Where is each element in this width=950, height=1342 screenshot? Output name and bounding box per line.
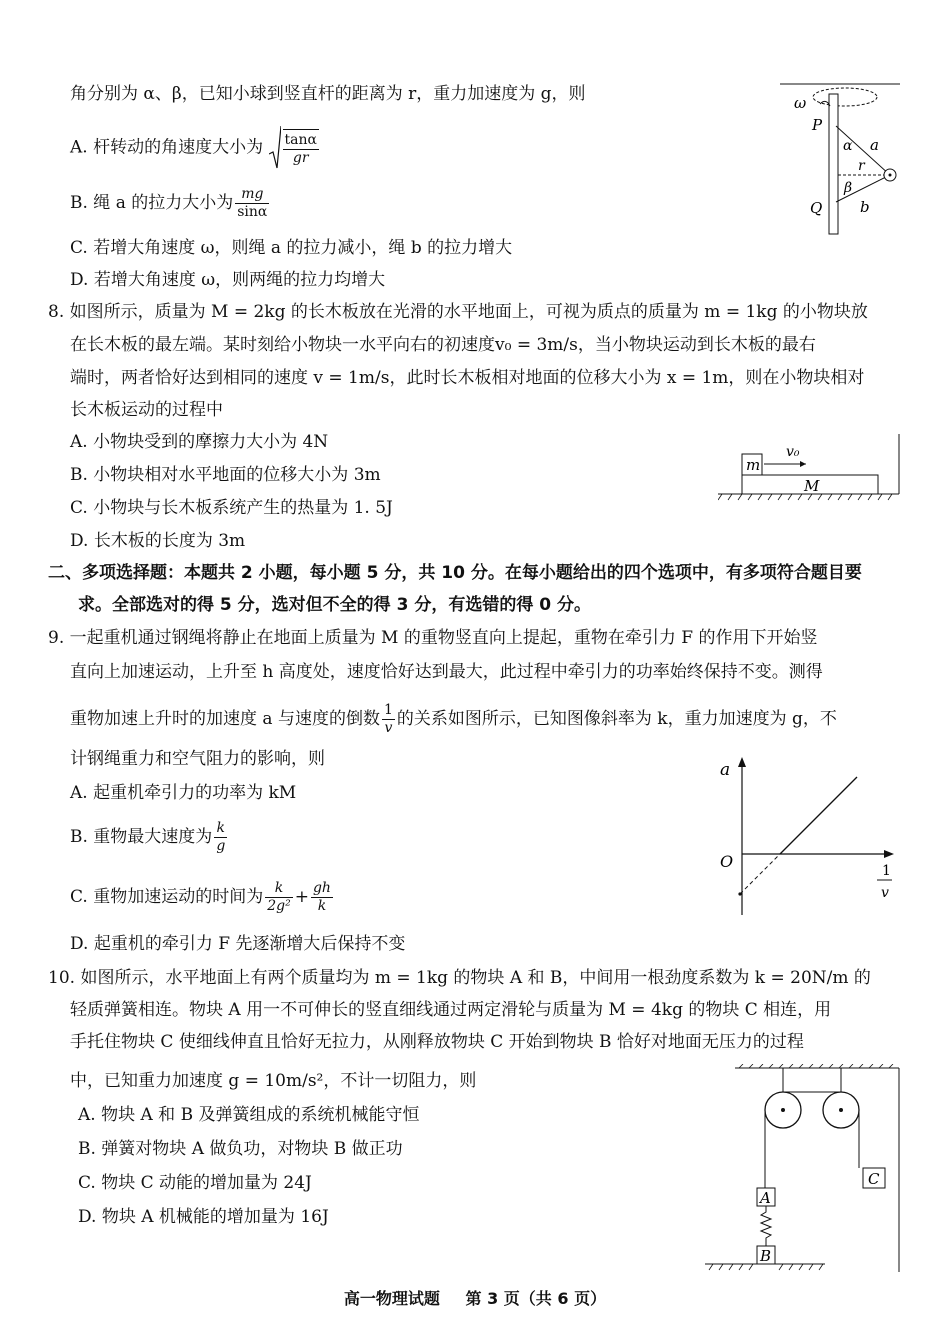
q9-stem-line-3-part-1: 重物加速上升时的加速度 a 与速度的倒数 xyxy=(70,709,380,729)
q7-option-d: D. 若增大角速度 ω，则两绳的拉力均增大 xyxy=(70,270,386,290)
v0-label: v₀ xyxy=(786,444,800,460)
q9-stem-line-3-part-2: 的关系如图所示，已知图像斜率为 k，重力加速度为 g，不 xyxy=(396,709,837,729)
q9-option-c-text: C. 重物加速运动的时间为 xyxy=(70,887,264,907)
q10-figure xyxy=(705,1064,905,1274)
q9-figure xyxy=(712,755,912,915)
origin-label: O xyxy=(720,852,734,871)
q10-option-d: D. 物块 A 机械能的增加量为 16J xyxy=(78,1207,329,1227)
q9-stem-line-4: 计钢绳重力和空气阻力的影响，则 xyxy=(70,749,325,769)
block-c-label: C xyxy=(868,1170,880,1188)
q9-reciprocal-denominator: v xyxy=(384,720,393,736)
vertical-rod xyxy=(829,94,838,234)
section-2-heading-line-2: 求。全部选对的得 5 分，选对但不全的得 3 分，有选错的得 0 分。 xyxy=(78,595,591,615)
q9-stem-line-1: 9. 一起重机通过钢绳将静止在地面上质量为 M 的重物竖直向上提起，重物在牵引力 F 的作用下开始竖 xyxy=(48,628,818,648)
y-axis-label: a xyxy=(720,760,731,780)
board-m-label: M xyxy=(804,477,820,495)
point-q-label: Q xyxy=(810,199,823,217)
q8-stem-line-2: 在长木板的最左端。某时刻给小物块一水平向右的初速度v₀ = 3m/s，当小物块运动到长木板的最右 xyxy=(70,335,816,355)
block-m-label: m xyxy=(746,456,761,474)
q7-b-denominator: sinα xyxy=(237,204,268,220)
section-2-heading-line-1: 二、多项选择题：本题共 2 小题，每小题 5 分，共 10 分。在每小题给出的四个选项中，有多项符合题目要 xyxy=(48,563,862,583)
page-footer xyxy=(0,1286,950,1309)
q7-a-denominator: gr xyxy=(292,150,309,166)
q10-stem-line-3: 手托住物块 C 使细线伸直且恰好无拉力，从刚释放物块 C 开始到物块 B 恰好对地面无压力的过程 xyxy=(70,1032,804,1052)
q8-stem-line-3: 端时，两者恰好达到相同的速度 v = 1m/s，此时长木板相对地面的位移大小为 x = 1m，则在小物块相对 xyxy=(70,368,865,388)
q9-stem-line-3 xyxy=(70,702,837,737)
q10-option-c: C. 物块 C 动能的增加量为 24J xyxy=(78,1173,312,1193)
x-axis-label-denominator: v xyxy=(881,885,889,901)
spring-icon xyxy=(761,1206,771,1246)
ceiling-hatch xyxy=(739,1064,893,1068)
sqrt-expression xyxy=(269,126,321,170)
q7-a-fraction xyxy=(283,129,319,167)
q7-b-fraction xyxy=(235,186,269,221)
beta-label: β xyxy=(844,180,853,196)
point-p-label: P xyxy=(812,116,823,134)
q9-stem-line-2: 直向上加速运动，上升至 h 高度处，速度恰好达到最大，此过程中牵引力的功率始终保持不变。测得 xyxy=(70,662,823,682)
plus-sign: + xyxy=(294,887,309,907)
q10-stem-line-4: 中，已知重力加速度 g = 10m/s²，不计一切阻力，则 xyxy=(70,1071,477,1091)
q7-option-a-text: A. 杆转动的角速度大小为 xyxy=(70,137,264,158)
q9-option-d: D. 起重机的牵引力 F 先逐渐增大后保持不变 xyxy=(70,934,406,954)
q9-option-c xyxy=(70,880,335,915)
rope-b-label: b xyxy=(860,198,870,216)
alpha-label: α xyxy=(843,138,853,154)
q7-b-numerator: mg xyxy=(235,186,269,204)
block-a-label: A xyxy=(760,1189,771,1207)
a-vs-reciprocal-line xyxy=(780,777,857,854)
exam-title: 高一物理试题 xyxy=(343,1289,440,1308)
q9-reciprocal-fraction xyxy=(382,702,395,737)
q8-figure xyxy=(718,432,903,502)
block-b-label: B xyxy=(760,1247,772,1265)
q9-b-denominator: g xyxy=(216,838,226,854)
r-label: r xyxy=(858,158,865,174)
q8-option-b: B. 小物块相对水平地面的位移大小为 3m xyxy=(70,465,381,485)
omega-label: ω xyxy=(794,94,807,112)
q9-c-numerator-1: k xyxy=(265,880,292,898)
q7-option-c: C. 若增大角速度 ω，则绳 a 的拉力减小，绳 b 的拉力增大 xyxy=(70,238,513,258)
q9-c-denominator-1: 2g² xyxy=(267,898,291,914)
page-number: 第 3 页（共 6 页） xyxy=(465,1289,607,1308)
q9-c-denominator-2: k xyxy=(317,898,327,914)
q8-stem-line-4: 长木板运动的过程中 xyxy=(70,400,223,420)
q9-option-a: A. 起重机牵引力的功率为 kM xyxy=(70,783,297,803)
q8-stem-line-1: 8. 如图所示，质量为 M = 2kg 的长木板放在光滑的水平地面上，可视为质点的质量为 m = 1kg 的小物块放 xyxy=(48,302,868,322)
intercept-point xyxy=(738,892,741,895)
q8-option-a: A. 小物块受到的摩擦力大小为 4N xyxy=(70,432,329,452)
x-axis-label-numerator: 1 xyxy=(882,863,891,879)
rotation-ellipse xyxy=(813,88,877,106)
q8-option-c: C. 小物块与长木板系统产生的热量为 1. 5J xyxy=(70,498,393,518)
q10-option-b: B. 弹簧对物块 A 做负功，对物块 B 做正功 xyxy=(78,1139,403,1159)
y-axis-arrow-icon xyxy=(738,757,746,767)
q8-option-d: D. 长木板的长度为 3m xyxy=(70,531,246,551)
q10-stem-line-1: 10. 如图所示，水平地面上有两个质量均为 m = 1kg 的物块 A 和 B，中间用一根劲度系数为 k = 20N/m 的 xyxy=(48,968,871,988)
q9-c-fraction-1 xyxy=(265,880,292,915)
q9-option-b-text: B. 重物最大速度为 xyxy=(70,827,213,847)
q10-stem-line-2: 轻质弹簧相连。物块 A 用一不可伸长的竖直细线通过两定滑轮与质量为 M = 4kg 的物块 C 相连，用 xyxy=(70,1000,832,1020)
q7-option-a xyxy=(70,126,321,170)
rope-a-label: a xyxy=(870,136,879,154)
x-axis-arrow-icon xyxy=(884,850,894,858)
sqrt-sign-icon xyxy=(269,126,281,170)
dashed-extension xyxy=(740,854,780,894)
q9-c-fraction-2 xyxy=(311,880,333,915)
q9-option-b xyxy=(70,820,229,855)
q7-a-numerator: tanα xyxy=(284,132,317,148)
q10-option-a: A. 物块 A 和 B 及弹簧组成的系统机械能守恒 xyxy=(78,1105,420,1125)
q7-option-b xyxy=(70,186,271,221)
q9-b-fraction xyxy=(214,820,227,855)
q7-option-b-text: B. 绳 a 的拉力大小为 xyxy=(70,193,234,213)
q7-stem-continued: 角分别为 α、β，已知小球到竖直杆的距离为 r，重力加速度为 g，则 xyxy=(70,84,586,104)
q9-b-numerator: k xyxy=(214,820,227,838)
q9-c-numerator-2: gh xyxy=(312,880,331,896)
q9-reciprocal-numerator: 1 xyxy=(383,702,393,718)
q7-figure xyxy=(780,80,910,240)
